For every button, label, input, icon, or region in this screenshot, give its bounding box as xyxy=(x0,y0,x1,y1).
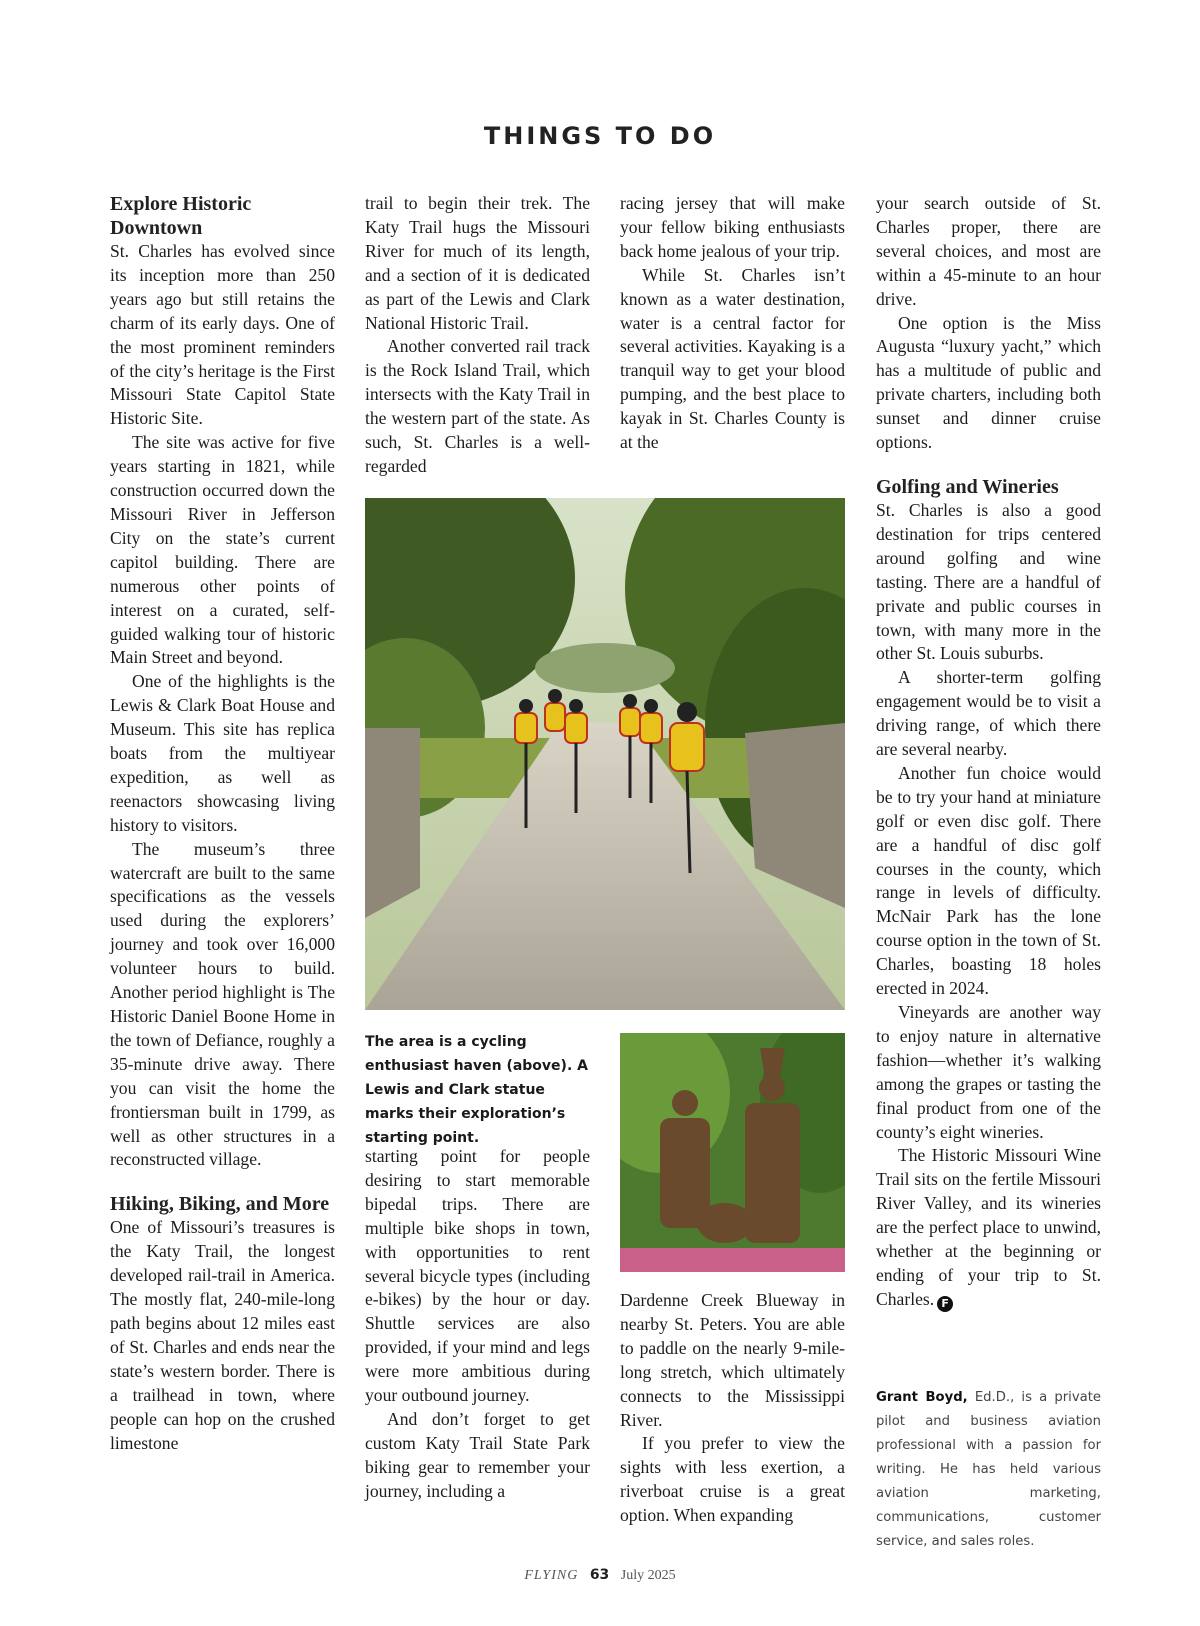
heading-golfing: Golfing and Wineries xyxy=(876,475,1059,498)
paragraph: The museum’s three watercraft are built to the same specifications as the vessels used during the explorers’ journey and took over 16,000 volunteer hours to build. Another period highlight is The Historic Daniel Boone Home in the town of Defiance, roughly a 35-minute drive away. There you can visit the home the frontiersman built in 1799, as well as other structures in a reconstructed village. xyxy=(110,838,335,1170)
page-number: 63 xyxy=(589,1567,610,1583)
statue-photo xyxy=(620,1033,845,1272)
column-2-bottom xyxy=(365,1145,590,1504)
paragraph: The site was active for five years starting in 1821, while construction occurred down the Missouri River in Jefferson City on the state’s current capitol building. There are numerous other points of interest on a curated, self-guided walking tour of historic Main Street and beyond. xyxy=(110,432,335,668)
author-name: Grant Boyd, xyxy=(876,1390,968,1405)
paragraph: One option is the Miss Augusta “luxury yacht,” which has a multitude of public and private charters, including both sunset and dinner cruise options. xyxy=(876,312,1101,453)
paragraph: If you prefer to view the sights with less exertion, a riverboat cruise is a great option. When expanding xyxy=(620,1433,845,1526)
paragraph: St. Charles is also a good destination for trips centered around golfing and wine tasting. There are a handful of private and public courses in town, with many more in the other St. Louis suburbs. xyxy=(876,499,1101,664)
cycling-photo xyxy=(365,498,845,1010)
heading-hiking: Hiking, Biking, and More xyxy=(110,1193,330,1216)
paragraph-text: The Historic Missouri Wine Trail sits on the fertile Missouri River Valley, and its wineries are the perfect place to unwind, whether at the beginning or ending of your trip to St. Charles. xyxy=(876,1145,1101,1309)
paragraph: Dardenne Creek Blueway in nearby St. Peters. You are able to paddle on the nearly 9-mile-long stretch, which ultimately connects to the Mississippi River. xyxy=(620,1290,845,1430)
paragraph: A shorter-term golfing engagement would be to visit a driving range, of which there are several nearby. xyxy=(876,667,1101,760)
paragraph-last xyxy=(876,1144,1101,1311)
paragraph: trail to begin their trek. The Katy Trail hugs the Missouri River for much of its length, and a section of it is dedicated as part of the Lewis and Clark National Historic Trail. xyxy=(365,193,590,333)
page-footer xyxy=(0,1567,1200,1584)
column-3-bottom xyxy=(620,1289,845,1528)
author-bio-text: Ed.D., is a private pilot and business aviation professional with a passion for writing. He has held various aviation marketing, communications, customer service, and sales roles. xyxy=(876,1390,1101,1549)
paragraph: racing jersey that will make your fellow biking enthusiasts back home jealous of your trip. xyxy=(620,193,845,261)
paragraph: Another fun choice would be to try your hand at miniature golf or even disc golf. There are a handful of disc golf courses in the county, which range in levels of difficulty. McNair Park has the lone course option in the town of St. Charles, boasting 18 holes erected in 2024. xyxy=(876,762,1101,999)
paragraph: Another converted rail track is the Rock Island Trail, which intersects with the Katy Trail in the western part of the state. As such, St. Charles is a well-regarded xyxy=(365,336,590,476)
column-2-top xyxy=(365,192,590,479)
paragraph: One of the highlights is the Lewis & Clark Boat House and Museum. This site has replica boats from the multiyear expedition, as well as reenactors showcasing living history to visitors. xyxy=(110,671,335,835)
magazine-name: FLYING xyxy=(524,1568,579,1583)
paragraph: starting point for people desiring to start memorable bipedal trips. There are multiple bike shops in town, with opportunities to rent several bicycle types (including e-bikes) by the hour or day. Shuttle services are also provided, if your mind and legs were more ambitious during your outbound journey. xyxy=(365,1146,590,1406)
column-1 xyxy=(110,192,335,1455)
paragraph: One of Missouri’s treasures is the Katy Trail, the longest developed rail-trail in America. The mostly flat, 240-mile-long path begins about 12 miles east of St. Charles and ends near the state’s western border. There is a trailhead in town, where people can hop on the crushed limestone xyxy=(110,1217,335,1453)
page-section-title: THINGS TO DO xyxy=(483,122,717,150)
paragraph: While St. Charles isn’t known as a water destination, water is a central factor for several activities. Kayaking is a tranquil way to get your blood pumping, and the best place to kayak in St. Charles County is at the xyxy=(620,264,845,453)
issue-date: July 2025 xyxy=(620,1568,676,1583)
end-mark-icon: F xyxy=(937,1296,953,1312)
heading-explore: Explore Historic Downtown xyxy=(110,193,252,239)
column-3-top xyxy=(620,192,845,455)
author-bio xyxy=(876,1386,1101,1554)
paragraph: St. Charles has evolved since its inception more than 250 years ago but still retains the charm of its early days. One of the most prominent reminders of the city’s heritage is the First Missouri State Capitol State Historic Site. xyxy=(110,241,335,429)
photo-caption: The area is a cycling enthusiast haven (above). A Lewis and Clark statue marks their exploration’s starting point. xyxy=(365,1034,588,1146)
column-4 xyxy=(876,192,1101,1312)
paragraph: your search outside of St. Charles proper, there are several choices, and most are within a 45-minute to an hour drive. xyxy=(876,193,1101,309)
paragraph: And don’t forget to get custom Katy Trail State Park biking gear to remember your journey, including a xyxy=(365,1408,590,1501)
paragraph: Vineyards are another way to enjoy nature in alternative fashion—whether it’s walking among the grapes or tasting the final product from one of the county’s eight wineries. xyxy=(876,1002,1101,1142)
